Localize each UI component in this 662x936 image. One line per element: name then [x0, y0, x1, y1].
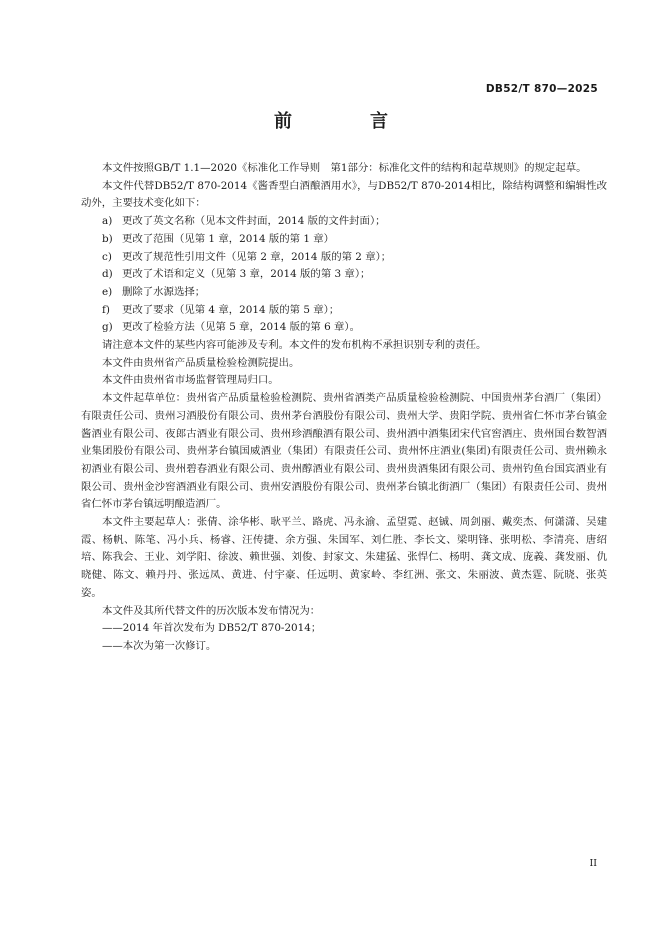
list-marker: c) — [102, 250, 112, 263]
list-marker: a) — [102, 215, 113, 228]
patent-notice: 请注意本文件的某些内容可能涉及专利。本文件的发布机构不承担识别专利的责任。 — [102, 339, 487, 352]
foreword-body — [81, 160, 607, 656]
page-number: II — [589, 858, 597, 869]
change-list — [81, 213, 607, 337]
list-item-text: 更改了术语和定义（见第 3 章，2014 版的第 3 章）； — [122, 268, 371, 281]
list-item — [81, 284, 607, 302]
list-item — [81, 266, 607, 284]
standard-code: DB52/T 870—2025 — [485, 83, 598, 95]
intro-paragraph: 本文件代替DB52/T 870-2014《酱香型白酒酿酒用水》，与DB52/T 870-2014相比，除结构调整和编辑性改动外，主要技术变化如下： — [81, 179, 607, 210]
page-title: 前 言 — [274, 111, 418, 132]
list-item-text: 更改了要求（见第 4 章，2014 版的第 5 章）； — [122, 303, 340, 316]
list-marker: e) — [102, 285, 113, 298]
intro-paragraph: 本文件按照GB/T 1.1—2020《标准化工作导则 第1部分：标准化文件的结构和起草规则》的规定起草。 — [102, 162, 587, 174]
drafters: 本文件主要起草人：张倩、涂华彬、耿平兰、路虎、冯永渝、孟望霓、赵铖、周剑丽、戴奕杰、何潇潇、吴建霞、杨帆、陈笔、冯小兵、杨睿、汪传捷、余方强、朱国军、刘仁胜、李长文、梁明锋、张明松、李清亮、唐绍培、陈我会、王业、刘学阳、徐波、赖世强、刘俊、封家文、朱建猛、张悍仁、杨明、龚文成、庞義、龚发丽、仇晓健、陈文、赖丹丹、张远凤、黄进、付宇豪、任远明、黄家岭、李红洲、张文、朱丽波、黄杰霆、阮晓、张英姿。 — [81, 516, 607, 599]
list-marker: g) — [102, 321, 113, 334]
list-item — [81, 249, 607, 267]
list-item-text: 更改了检验方法（见第 5 章，2014 版的第 6 章）。 — [122, 321, 361, 334]
list-marker: b) — [102, 232, 113, 245]
drafting-organizations: 本文件起草单位：贵州省产品质量检验检测院、贵州省酒类产品质量检验检测院、中国贵州茅台酒厂（集团）有限责任公司、贵州习酒股份有限公司、贵州茅台酒股份有限公司、贵州大学、贵阳学院、贵州省仁怀市茅台镇金酱酒业有限公司、夜郎古酒业有限公司、贵州珍酒酿酒有限公司、贵州酒中酒集团宋代官窖酒庄、贵州国台数智酒业集团股份有限公司、贵州茅台镇国威酒业（集团）有限责任公司、贵州怀庄酒业(集团)有限责任公司、贵州赖永初酒业有限公司、贵州碧春酒业有限公司、贵州醇酒业有限公司、贵州贵酒集团有限公司、贵州钓鱼台国宾酒业有限公司、贵州金沙窖酒酒业有限公司、贵州安酒股份有限公司、贵州茅台镇北街酒厂（集团）有限责任公司、贵州省仁怀市茅台镇远明酿造酒厂。 — [81, 392, 607, 511]
list-item — [81, 231, 607, 249]
history-heading: 本文件及其所代替文件的历次版本发布情况为： — [102, 604, 321, 617]
history-item: ——本次为第一次修订。 — [102, 639, 217, 652]
list-item — [81, 302, 607, 320]
list-item-text: 更改了范围（见第 1 章，2014 版的第 1 章） — [122, 232, 335, 245]
list-item-text: 更改了规范性引用文件（见第 2 章，2014 版的第 2 章）； — [122, 250, 392, 263]
proposer-statement: 本文件由贵州省产品质量检验检测院提出。 — [102, 356, 300, 369]
list-marker: d) — [102, 268, 113, 281]
administrator-statement: 本文件由贵州省市场监督管理局归口。 — [102, 374, 279, 387]
list-item-text: 删除了水源选择； — [122, 285, 206, 298]
history-item: ——2014 年首次发布为 DB52/T 870-2014； — [102, 622, 322, 635]
list-item — [81, 213, 607, 231]
list-item-text: 更改了英文名称（见本文件封面，2014 版的文件封面）； — [122, 215, 386, 228]
list-marker: f) — [102, 303, 110, 316]
list-item — [81, 319, 607, 337]
